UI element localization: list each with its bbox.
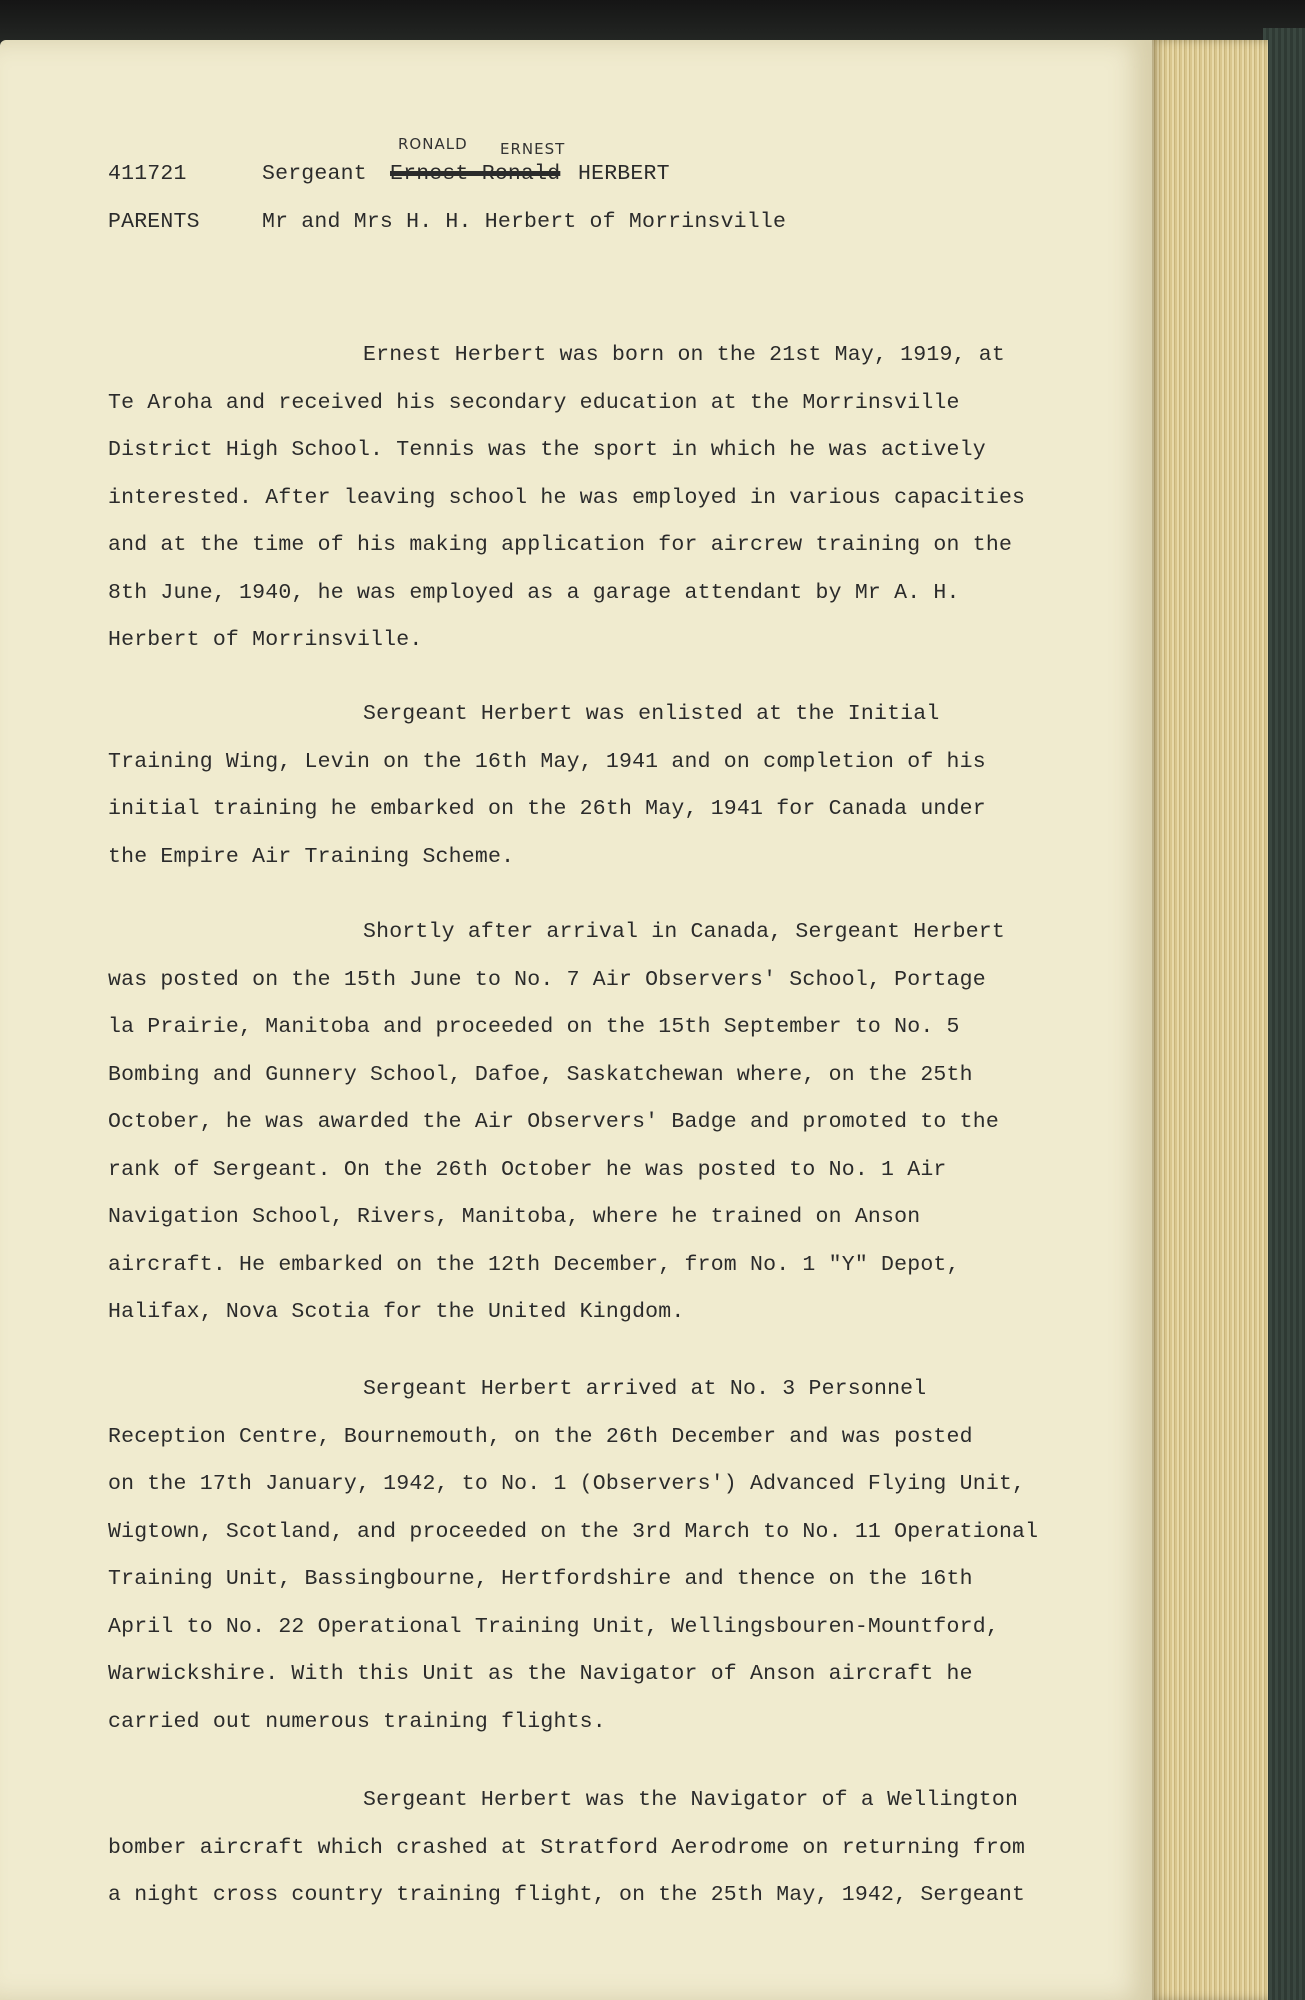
parents-label: PARENTS bbox=[108, 210, 200, 234]
paragraph-4-line-4: Wigtown, Scotland, and proceeded on the 3rd March to No. 11 Operational bbox=[108, 1519, 1039, 1544]
paragraph-4-line-1: Sergeant Herbert arrived at No. 3 Personnel bbox=[363, 1377, 927, 1401]
paragraph-3-line-9: Halifax, Nova Scotia for the United Kingdom. bbox=[108, 1300, 685, 1324]
paragraph-1-line-1: Ernest Herbert was born on the 21st May, 1919, at bbox=[363, 343, 1006, 367]
paragraph-2-line-4: the Empire Air Training Scheme. bbox=[108, 844, 515, 869]
paragraph-3-line-3: la Prairie, Manitoba and proceeded on the 15th September to No. 5 bbox=[108, 1015, 960, 1039]
rank: Sergeant bbox=[262, 162, 367, 186]
paragraph-3-line-7: Navigation School, Rivers, Manitoba, where he trained on Anson bbox=[108, 1205, 921, 1229]
paragraph-3-line-5: October, he was awarded the Air Observers' Badge and promoted to the bbox=[108, 1110, 999, 1134]
paragraph-1-line-4: interested. After leaving school he was employed in various capacities bbox=[108, 485, 1026, 510]
paragraph-4-line-8: carried out numerous training flights. bbox=[108, 1709, 606, 1734]
book-cover-edge bbox=[1263, 28, 1305, 2000]
paragraph-1-line-2: Te Aroha and received his secondary education at the Morrinsville bbox=[108, 390, 960, 415]
paragraph-5-line-1: Sergeant Herbert was the Navigator of a Wellington bbox=[363, 1788, 1019, 1812]
paragraph-3-line-2: was posted on the 15th June to No. 7 Air Observers' School, Portage bbox=[108, 967, 986, 992]
paragraph-3-line-4: Bombing and Gunnery School, Dafoe, Saskatchewan where, on the 25th bbox=[108, 1062, 973, 1087]
handwritten-first-name: RONALD bbox=[398, 135, 468, 153]
paragraph-3-line-6: rank of Sergeant. On the 26th October he was posted to No. 1 Air bbox=[108, 1157, 947, 1182]
paragraph-1-line-5: and at the time of his making application for aircrew training on the bbox=[108, 533, 1013, 557]
page-edges bbox=[1150, 40, 1268, 2000]
paragraph-1-line-3: District High School. Tennis was the sport in which he was actively bbox=[108, 438, 986, 462]
typed-record bbox=[0, 40, 1152, 2000]
service-number: 411721 bbox=[108, 162, 187, 186]
paragraph-2-line-1: Sergeant Herbert was enlisted at the Initial bbox=[363, 702, 940, 726]
parents-value: Mr and Mrs H. H. Herbert of Morrinsville bbox=[262, 210, 787, 234]
paragraph-1-line-7: Herbert of Morrinsville. bbox=[108, 628, 423, 652]
paragraph-2-line-2: Training Wing, Levin on the 16th May, 1941 and on completion of his bbox=[108, 749, 986, 774]
paragraph-5-line-2: bomber aircraft which crashed at Stratford Aerodrome on returning from bbox=[108, 1835, 1026, 1860]
paragraph-3-line-8: aircraft. He embarked on the 12th December, from No. 1 "Y" Depot, bbox=[108, 1252, 960, 1277]
paragraph-4-line-7: Warwickshire. With this Unit as the Navigator of Anson aircraft he bbox=[108, 1662, 973, 1686]
document-page bbox=[0, 40, 1152, 2000]
paragraph-4-line-2: Reception Centre, Bournemouth, on the 26th December and was posted bbox=[108, 1424, 973, 1449]
paragraph-4-line-6: April to No. 22 Operational Training Unit, Wellingsbouren-Mountford, bbox=[108, 1614, 999, 1639]
struck-out-names: Ernest Ronald bbox=[390, 162, 561, 186]
handwritten-second-name: ERNEST bbox=[500, 140, 566, 158]
paragraph-1-line-6: 8th June, 1940, he was employed as a garage attendant by Mr A. H. bbox=[108, 580, 960, 605]
surname: HERBERT bbox=[578, 162, 670, 186]
paragraph-5-line-3: a night cross country training flight, on the 25th May, 1942, Sergeant bbox=[108, 1883, 1026, 1907]
paragraph-4-line-3: on the 17th January, 1942, to No. 1 (Observers') Advanced Flying Unit, bbox=[108, 1472, 1026, 1496]
paragraph-2-line-3: initial training he embarked on the 26th May, 1941 for Canada under bbox=[108, 797, 986, 821]
paragraph-3-line-1: Shortly after arrival in Canada, Sergeant Herbert bbox=[363, 920, 1006, 944]
paragraph-4-line-5: Training Unit, Bassingbourne, Hertfordshire and thence on the 16th bbox=[108, 1567, 973, 1591]
